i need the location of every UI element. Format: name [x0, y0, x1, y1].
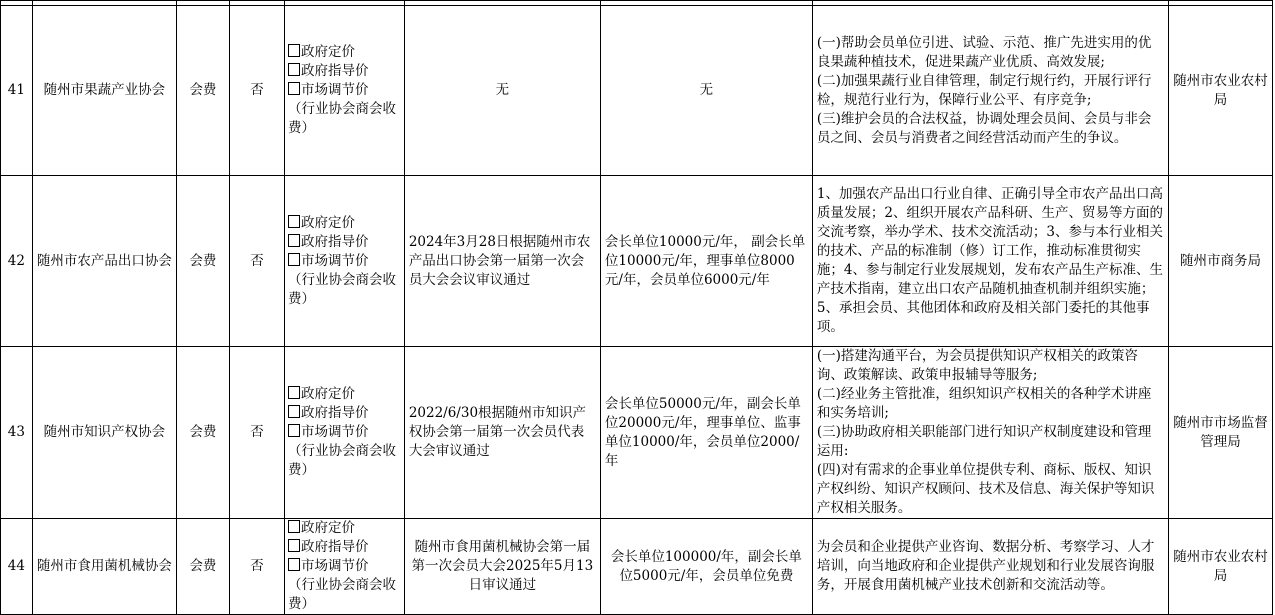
flag-value: 否 — [229, 6, 284, 176]
pricing-option[interactable]: 政府定价 — [288, 214, 401, 233]
service-item: (一)帮助会员单位引进、试验、示范、推广先进实用的优良果蔬种植技术，促进果蔬产业优质、高效发展; — [816, 34, 1152, 70]
service-item: 为会员和企业提供产业咨询、数据分析、考察学习、人才培训，向当地政府和企业提供产业规划和行业发展咨询服务，开展食用菌机械产业技术创新和交流活动等。 — [816, 539, 1155, 593]
pricing-option[interactable]: 政府定价 — [288, 43, 401, 62]
fee-basis: 2022/6/30根据随州市知识产权协会第一届第一次会员代表大会审议通过 — [404, 347, 600, 519]
association-name: 随州市果蔬产业协会 — [32, 6, 176, 176]
pricing-method — [285, 6, 405, 176]
service-item: (四)对有需求的企事业单位提供专利、商标、版权、知识产权纠纷、知识产权顾问、技术及信息、海关保护等知识产权相关服务。 — [816, 462, 1155, 516]
pricing-method — [285, 519, 405, 615]
service-content — [812, 176, 1168, 347]
fee-type: 会费 — [176, 347, 229, 519]
checkbox-icon[interactable] — [288, 253, 300, 266]
pricing-option[interactable]: 市场调节价 — [288, 557, 401, 576]
pricing-note: （行业协会商会收费） — [288, 271, 397, 307]
association-name: 随州市知识产权协会 — [32, 347, 176, 519]
checkbox-icon[interactable] — [288, 63, 300, 76]
fee-type: 会费 — [176, 176, 229, 347]
pricing-option[interactable]: 市场调节价 — [288, 423, 401, 442]
table-row — [1, 176, 1273, 347]
fee-basis: 无 — [404, 6, 600, 176]
association-name: 随州市农产品出口协会 — [32, 176, 176, 347]
row-number: 43 — [1, 347, 33, 519]
pricing-option[interactable]: 市场调节价 — [288, 81, 401, 100]
row-number: 44 — [1, 519, 33, 615]
service-item: (二)经业务主管批准，组织知识产权相关的各种学术讲座和实务培训; — [816, 386, 1152, 421]
checkbox-icon[interactable] — [288, 558, 300, 571]
flag-value: 否 — [229, 519, 284, 615]
pricing-option[interactable]: 政府指导价 — [288, 233, 401, 252]
pricing-method — [285, 176, 405, 347]
fee-basis: 2024年3月28日根据随州市农产品出口协会第一届第一次会员大会会议审议通过 — [404, 176, 600, 347]
supervising-department: 随州市农业农村局 — [1169, 519, 1273, 615]
checkbox-icon[interactable] — [288, 424, 300, 437]
service-content — [812, 519, 1168, 615]
fee-standard: 会长单位50000元/年，副会长单位20000元/年，理事单位、监事单位10000/年，会员单位2000/年 — [600, 347, 812, 519]
table-row — [1, 6, 1273, 176]
supervising-department: 随州市商务局 — [1169, 176, 1273, 347]
checkbox-icon[interactable] — [288, 82, 300, 95]
fee-basis: 随州市食用菌机械协会第一届第一次会员大会2025年5月13日审议通过 — [404, 519, 600, 615]
service-item: 1、加强农产品出口行业自律、正确引导全市农产品出口高质量发展；2、组织开展农产品科研、生产、贸易等方面的交流考察，举办学术、技术交流活动；3、参与本行业相关的技术、产品的标准制（修）订工作，推动标准贯彻实施；4、参与制定行业发展规划，发布农产品生产标准、生产技术指南，建立出口农产品随机抽查机制并组织实施；5、承担会员、其他团体和政府及相关部门委托的其他事项。 — [816, 186, 1163, 335]
service-item: (二)加强果蔬行业自律管理，制定行规行约，开展行评行检，规范行业行为，保障行业公平、有序竞争; — [816, 72, 1152, 108]
table-row — [1, 347, 1273, 519]
service-item: (三)维护会员的合法权益，协调处理会员间、会员与非会员之间、会员与消费者之间经营活动而产生的争议。 — [816, 110, 1152, 146]
fee-type: 会费 — [176, 6, 229, 176]
checkbox-icon[interactable] — [288, 215, 300, 228]
fee-standard: 无 — [600, 6, 812, 176]
flag-value: 否 — [229, 347, 284, 519]
supervising-department: 随州市农业农村局 — [1169, 6, 1273, 176]
pricing-option[interactable]: 政府指导价 — [288, 404, 401, 423]
supervising-department: 随州市市场监督管理局 — [1169, 347, 1273, 519]
checkbox-icon[interactable] — [288, 234, 300, 247]
table-row — [1, 519, 1273, 615]
row-number: 42 — [1, 176, 33, 347]
service-content — [812, 347, 1168, 519]
flag-value: 否 — [229, 176, 284, 347]
association-name: 随州市食用菌机械协会 — [32, 519, 176, 615]
service-content — [812, 6, 1168, 176]
checkbox-icon[interactable] — [288, 520, 300, 533]
pricing-note: （行业协会商会收费） — [288, 577, 397, 612]
pricing-option[interactable]: 市场调节价 — [288, 252, 401, 271]
pricing-option[interactable]: 政府指导价 — [288, 538, 401, 557]
service-item: (一)搭建沟通平台，为会员提供知识产权相关的政策咨询、政策解读、政策申报辅导等服务; — [816, 348, 1138, 383]
checkbox-icon[interactable] — [288, 405, 300, 418]
fee-type: 会费 — [176, 519, 229, 615]
checkbox-icon[interactable] — [288, 44, 300, 57]
pricing-note: （行业协会商会收费） — [288, 101, 397, 136]
service-item: (三)协助政府相关职能部门进行知识产权制度建设和管理运用: — [816, 424, 1152, 459]
checkbox-icon[interactable] — [288, 539, 300, 552]
pricing-note: （行业协会商会收费） — [288, 443, 397, 478]
pricing-option[interactable]: 政府定价 — [288, 519, 401, 538]
fee-standard: 会长单位10000元/年， 副会长单位10000元/年，理事单位8000元/年，会员单位6000元/年 — [600, 176, 812, 347]
pricing-option[interactable]: 政府定价 — [288, 385, 401, 404]
pricing-option[interactable]: 政府指导价 — [288, 62, 401, 81]
pricing-method — [285, 347, 405, 519]
fee-standard: 会长单位100000/年，副会长单位5000元/年，会员单位免费 — [600, 519, 812, 615]
checkbox-icon[interactable] — [288, 386, 300, 399]
row-number: 41 — [1, 6, 33, 176]
